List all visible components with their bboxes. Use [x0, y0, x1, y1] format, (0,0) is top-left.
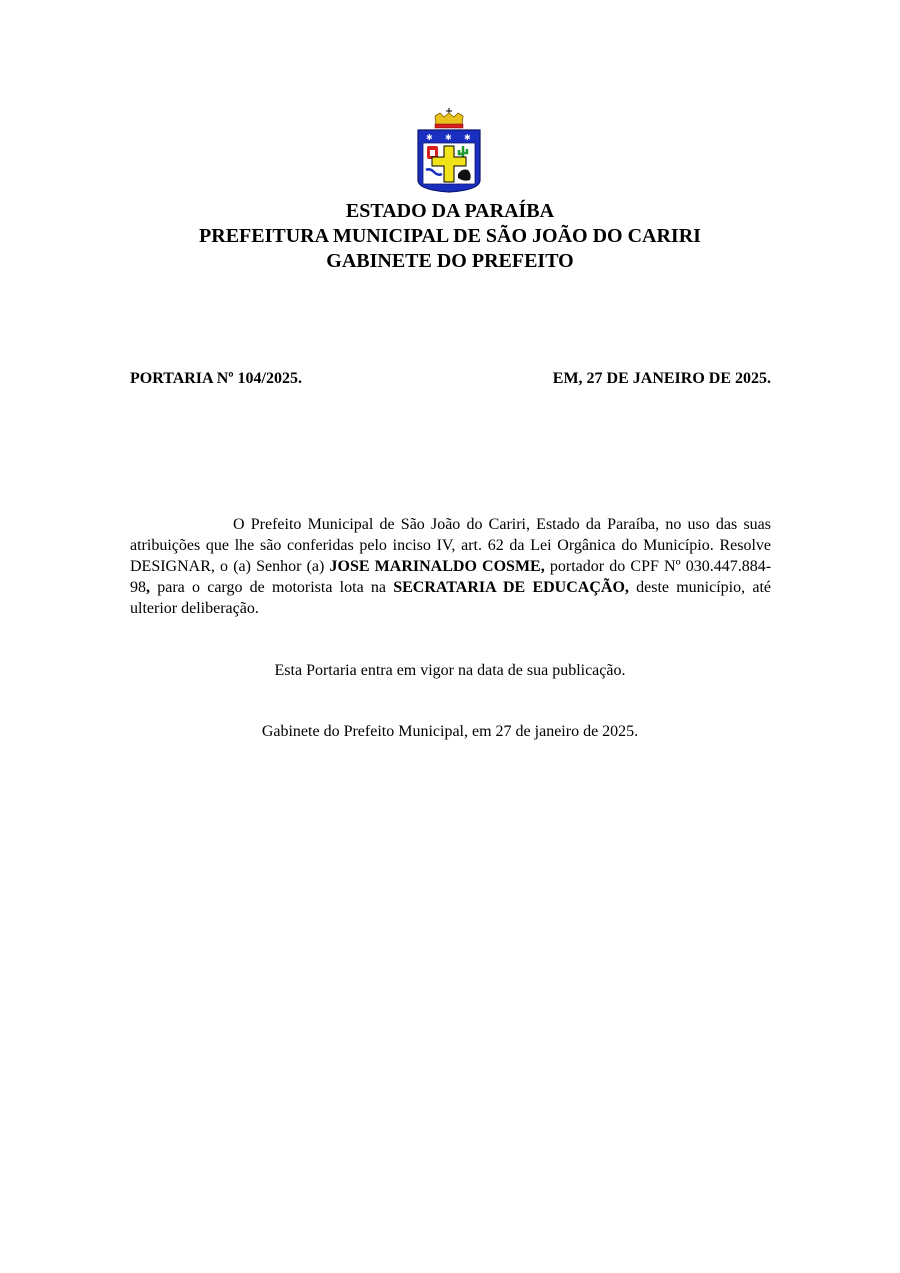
body-intro: O Prefeito Municipal de São João do Cariri, Estado da Paraíba, no uso das suas atribuições que lhe são conferidas pelo inciso IV, art. 62 da Lei Orgânica do Município. Resolve DESIGNAR, o (a) Senhor (a): [130, 516, 771, 575]
svg-text:✱: ✱: [426, 133, 433, 142]
svg-text:✱: ✱: [464, 133, 471, 142]
effective-statement: Esta Portaria entra em vigor na data de sua publicação.: [274, 662, 626, 679]
office-heading: GABINETE DO PREFEITO: [326, 250, 574, 272]
role-text: para o cargo de motorista lota na: [150, 579, 394, 596]
body-paragraph: [130, 514, 771, 619]
svg-text:✱: ✱: [445, 133, 452, 142]
cpf-text: portador do CPF Nº 030.447.884-98: [130, 558, 772, 596]
department-name: SECRATARIA DE EDUCAÇÃO,: [393, 579, 629, 596]
signoff-line: Gabinete do Prefeito Municipal, em 27 de janeiro de 2025.: [261, 723, 639, 740]
portaria-date: EM, 27 DE JANEIRO DE 2025.: [552, 370, 771, 387]
designated-name: JOSE MARINALDO COSME,: [329, 558, 545, 575]
cpf-comma: ,: [146, 579, 150, 596]
state-heading: ESTADO DA PARAÍBA: [345, 200, 555, 222]
body-closing: deste município, até ulterior deliberação.: [130, 579, 771, 617]
municipality-heading: PREFEITURA MUNICIPAL DE SÃO JOÃO DO CARIRI: [199, 225, 701, 247]
crown-icon: [435, 108, 463, 128]
portaria-number: PORTARIA Nº 104/2025.: [130, 370, 302, 387]
coat-of-arms-icon: [416, 108, 482, 194]
